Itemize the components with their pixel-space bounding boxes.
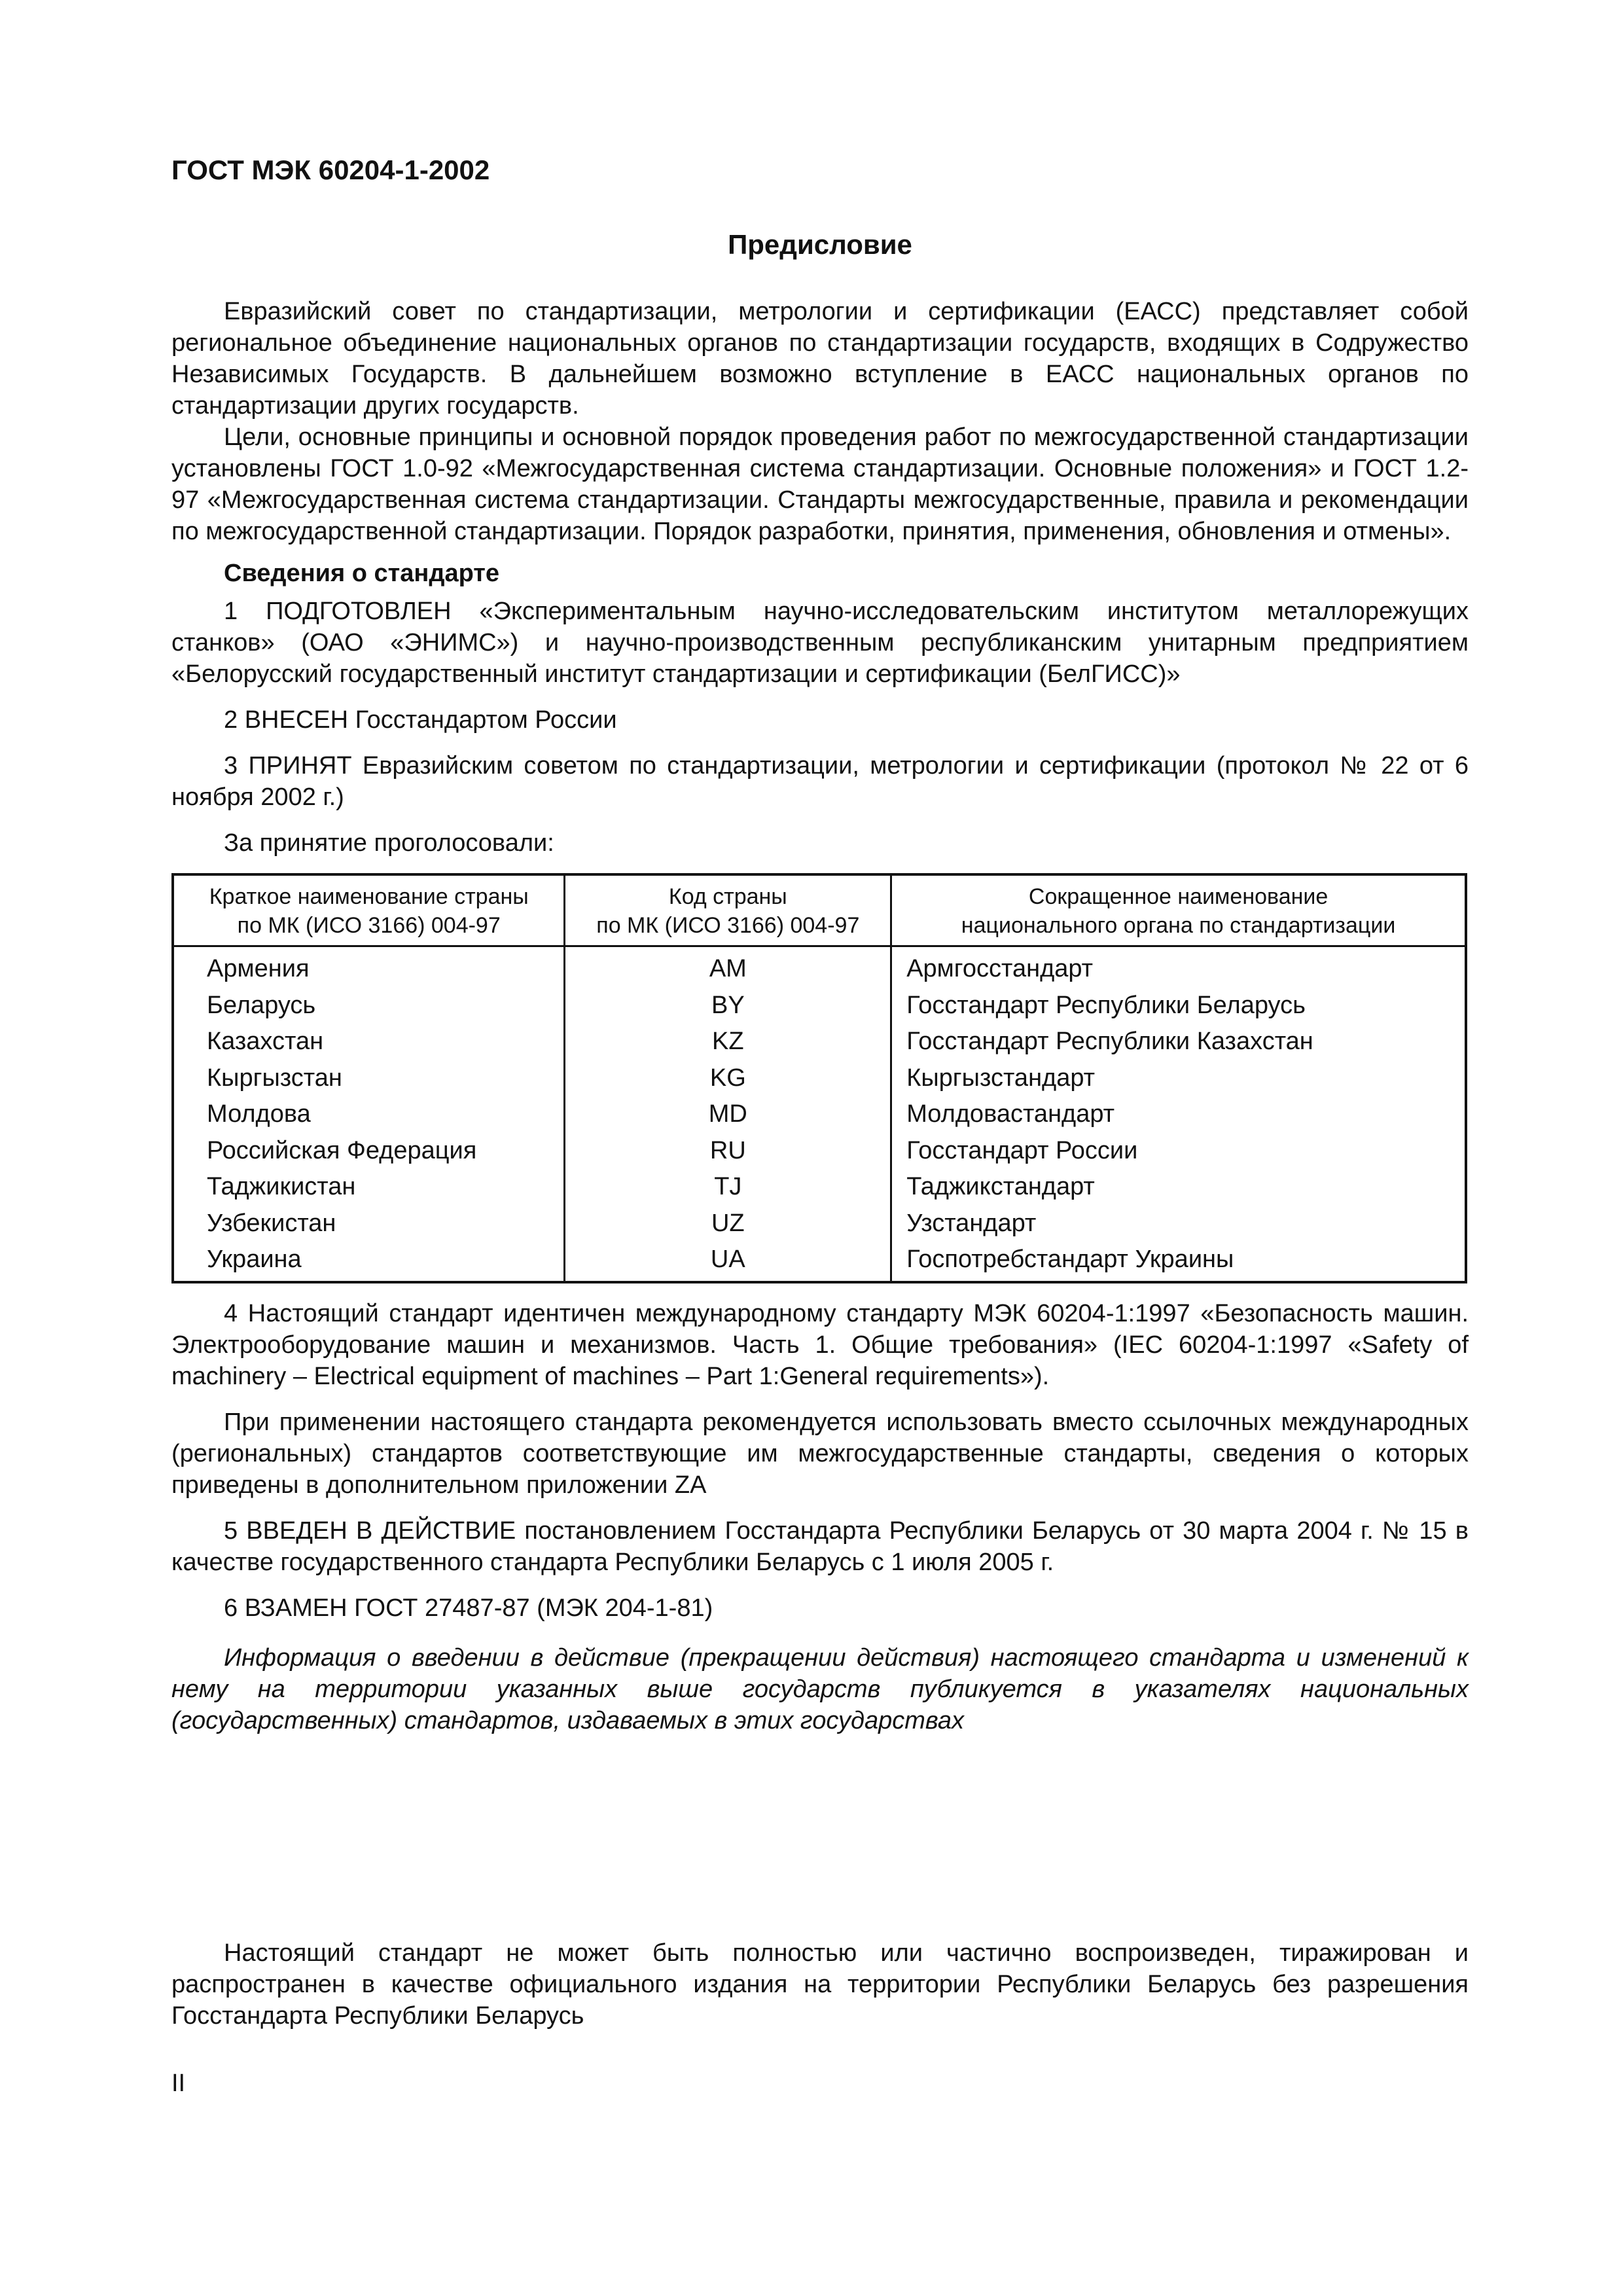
cell-code: RU — [565, 1133, 891, 1170]
table-row — [173, 1242, 1466, 1282]
table-header-org — [891, 874, 1466, 946]
cell-org: Кыргызстандарт — [891, 1060, 1466, 1097]
cell-org: Узстандарт — [891, 1206, 1466, 1242]
cell-country: Армения — [173, 946, 565, 988]
item-prepared: 1 ПОДГОТОВЛЕН «Экспериментальным научно-исследовательским институтом металлорежущих станков» (ОАО «ЭНИМС») и научно-производственным республиканским унитарным предприятием «Белорусский государственный институт стандартизации и сертификации (БелГИСС)» — [171, 598, 1469, 688]
table-header-line: по МК (ИСО 3166) 004-97 — [237, 913, 501, 938]
item-effective: 5 ВВЕДЕН В ДЕЙСТВИЕ постановлением Госстандарта Республики Беларусь от 30 марта 2004 г. № 15 в качестве государственного стандарта Республики Беларусь с 1 июля 2005 г. — [171, 1516, 1469, 1576]
table-header-row — [173, 874, 1466, 946]
item-recommendation: При применении настоящего стандарта рекомендуется использовать вместо ссылочных международных (региональных) стандартов соответствующие им межгосударственные стандарты, сведения о которых приведены в дополнительном приложении ZA — [171, 1408, 1469, 1499]
cell-country: Кыргызстан — [173, 1060, 565, 1097]
page-number: II — [171, 2070, 186, 2097]
cell-country: Казахстан — [173, 1024, 565, 1060]
cell-code: TJ — [565, 1169, 891, 1206]
cell-country: Украина — [173, 1242, 565, 1282]
table-header-line: по МК (ИСО 3166) 004-97 — [596, 913, 860, 938]
table-row — [173, 1024, 1466, 1060]
table-header-country — [173, 874, 565, 946]
info-heading: Сведения о стандарте — [224, 560, 500, 587]
copyright-notice: Настоящий стандарт не может быть полностью или частично воспроизведен, тиражирован и распространен в качестве официального издания на территории Республики Беларусь без разрешения Госстандарта Республики Беларусь — [171, 1939, 1469, 2030]
intro-paragraph-2: Цели, основные принципы и основной порядок проведения работ по межгосударственной стандартизации установлены ГОСТ 1.0-92 «Межгосударственная система стандартизации. Основные положения» и ГОСТ 1.2-97 «Межгосударственная система стандартизации. Стандарты межгосударственные, правила и рекомендации по межгосударственной стандартизации. Порядок разработки, принятия, применения, обновления и отмены». — [171, 423, 1469, 545]
cell-org: Госстандарт Республики Беларусь — [891, 988, 1466, 1024]
cell-country: Узбекистан — [173, 1206, 565, 1242]
cell-country: Молдова — [173, 1096, 565, 1133]
item-replaced: 6 ВЗАМЕН ГОСТ 27487-87 (МЭК 204-1-81) — [224, 1594, 713, 1622]
cell-country: Беларусь — [173, 988, 565, 1024]
cell-code: AM — [565, 946, 891, 988]
cell-org: Госстандарт России — [891, 1133, 1466, 1170]
item-introduced: 2 ВНЕСЕН Госстандартом России — [224, 706, 617, 734]
member-states-table — [171, 873, 1467, 1283]
page-title: Предисловие — [728, 229, 912, 260]
table-header-line: Сокращенное наименование — [1028, 884, 1329, 909]
cell-code: MD — [565, 1096, 891, 1133]
cell-org: Госстандарт Республики Казахстан — [891, 1024, 1466, 1060]
table-header-line: национального органа по стандартизации — [961, 913, 1396, 938]
cell-code: BY — [565, 988, 891, 1024]
cell-org: Армгосстандарт — [891, 946, 1466, 988]
document-body — [171, 296, 1469, 1736]
document-header: ГОСТ МЭК 60204-1-2002 — [171, 154, 490, 185]
cell-code: KZ — [565, 1024, 891, 1060]
cell-org: Таджикстандарт — [891, 1169, 1466, 1206]
intro-paragraph-1: Евразийский совет по стандартизации, метрологии и сертификации (ЕАСС) представляет собой региональное объединение национальных органов по стандартизации государств, входящих в Содружество Независимых Государств. В дальнейшем возможно вступление в ЕАСС национальных органов по стандартизации других государств. — [171, 298, 1469, 420]
voted-label: За принятие проголосовали: — [224, 829, 554, 857]
table-header-code — [565, 874, 891, 946]
table-row — [173, 1169, 1466, 1206]
cell-code: KG — [565, 1060, 891, 1097]
cell-org: Госпотребстандарт Украины — [891, 1242, 1466, 1282]
table-header-line: Код страны — [668, 884, 787, 909]
table-row — [173, 1206, 1466, 1242]
table-row — [173, 988, 1466, 1024]
cell-code: UZ — [565, 1206, 891, 1242]
item-identical: 4 Настоящий стандарт идентичен международному стандарту МЭК 60204-1:1997 «Безопасность машин. Электрооборудование машин и механизмов. Часть 1. Общие требования» (IEC 60204-1:1997 «Safety of machinery – Electrical equipment of machines – Part 1:General requirements»). — [171, 1299, 1469, 1390]
item-info-italic: Информация о введении в действие (прекращении действия) настоящего стандарта и изменений к нему на территории указанных выше государств публикуется в указателях национальных (государственных) стандартов, издаваемых в этих государствах — [171, 1643, 1469, 1734]
cell-org: Молдовастандарт — [891, 1096, 1466, 1133]
table-header-line: Краткое наименование страны — [209, 884, 529, 909]
table-row — [173, 1133, 1466, 1170]
cell-country: Российская Федерация — [173, 1133, 565, 1170]
cell-code: UA — [565, 1242, 891, 1282]
table-row — [173, 1060, 1466, 1097]
cell-country: Таджикистан — [173, 1169, 565, 1206]
table-row — [173, 946, 1466, 988]
table-row — [173, 1096, 1466, 1133]
item-adopted: 3 ПРИНЯТ Евразийским советом по стандартизации, метрологии и сертификации (протокол № 22 от 6 ноября 2002 г.) — [171, 752, 1469, 811]
